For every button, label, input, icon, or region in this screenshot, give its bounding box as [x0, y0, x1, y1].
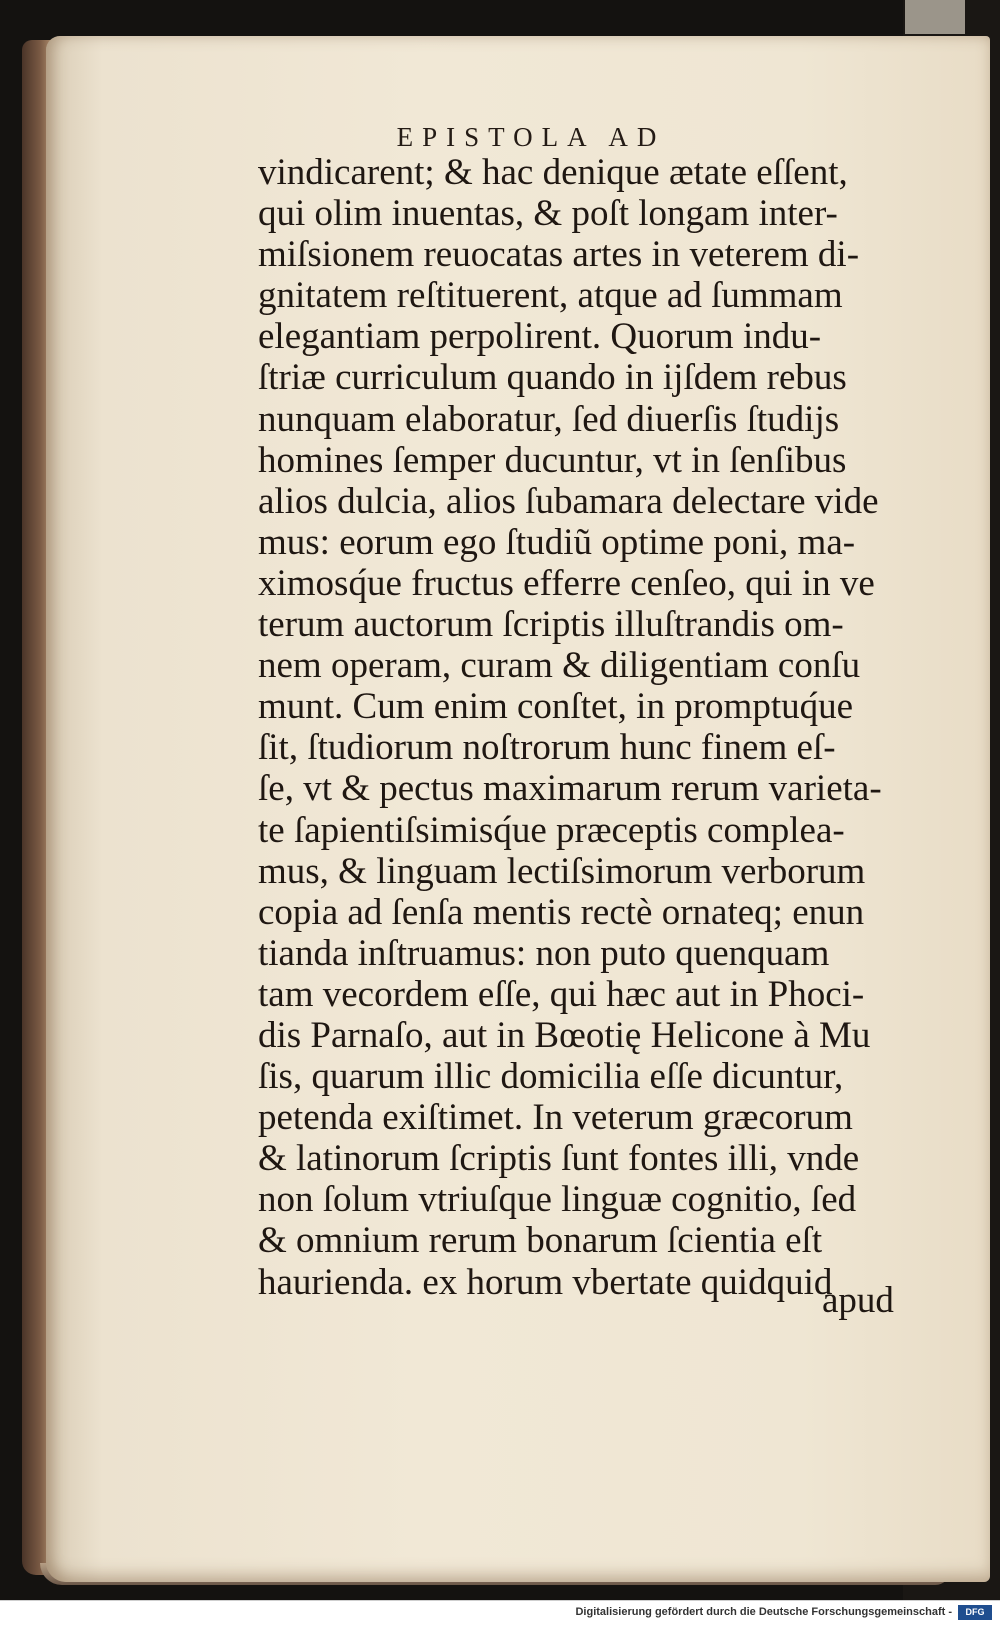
- footer-bar: [0, 1600, 1000, 1625]
- text-line: ſis, quarum illic domicilia eſſe dicuntur,: [258, 1056, 844, 1098]
- text-line: elegantiam perpolirent. Quorum indu-: [258, 316, 822, 358]
- text-line: nem operam, curam & diligentiam conſu: [258, 645, 861, 687]
- text-line: haurienda. ex horum vbertate quidquid: [258, 1261, 833, 1303]
- text-line: tam vecordem eſſe, qui hæc aut in Phoci-: [258, 973, 865, 1015]
- paper-scrap: [905, 0, 965, 34]
- running-title: EPISTOLA AD: [396, 122, 666, 152]
- text-line: terum auctorum ſcriptis illuſtrandis om-: [258, 604, 844, 646]
- text-line: & omnium rerum bonarum ſcientia eſt: [258, 1220, 823, 1262]
- text-line: ximosq́ue fructus efferre cenſeo, qui in ve: [258, 562, 875, 604]
- text-line: nunquam elaboratur, ſed diuerſis ſtudijs: [258, 398, 840, 440]
- text-line: miſsionem reuocatas artes in veterem di-: [258, 234, 860, 276]
- text-line: vindicarent; & hac denique ætate eſſent,: [258, 152, 848, 193]
- text-line: munt. Cum enim conſtet, in promptuq́ue: [258, 686, 854, 728]
- text-line: ſe, vt & pectus maximarum rerum varieta-: [258, 768, 882, 810]
- funding-note: Digitalisierung gefördert durch die Deutsche Forschungsgemeinschaft -: [575, 1606, 952, 1618]
- text-line: non ſolum vtriuſque linguæ cognitio, ſed: [258, 1179, 857, 1221]
- text-line: dis Parnaſo, aut in Bœotię Helicone à Mu: [258, 1014, 871, 1056]
- text-line: mus, & linguam lectiſsimorum verborum: [258, 850, 866, 892]
- text-line: qui olim inuentas, & poſt longam inter-: [258, 193, 838, 235]
- text-line: copia ad ſenſa mentis rectè ornateq; enun: [258, 891, 865, 933]
- text-line: ſtriæ curriculum quando in ijſdem rebus: [258, 357, 847, 399]
- text-line: te ſapientiſsimisq́ue præceptis complea-: [258, 809, 845, 851]
- text-line: homines ſemper ducuntur, vt in ſenſibus: [258, 439, 847, 481]
- text-line: petenda exiſtimet. In veterum græcorum: [258, 1097, 853, 1139]
- text-line: & latinorum ſcriptis ſunt fontes illi, vnde: [258, 1138, 860, 1180]
- text-line: ſit, ſtudiorum noſtrorum hunc finem eſ-: [258, 727, 836, 769]
- text-line: alios dulcia, alios ſubamara delectare vide: [258, 480, 879, 522]
- dfg-logo: DFG: [958, 1605, 992, 1620]
- text-line: gnitatem reſtituerent, atque ad ſummam: [258, 275, 843, 317]
- body-text: [258, 152, 898, 1303]
- catchword: apud: [822, 1280, 894, 1321]
- text-line: mus: eorum ego ſtudiũ optime poni, ma-: [258, 521, 856, 563]
- text-line: tianda inſtruamus: non puto quenquam: [258, 932, 830, 974]
